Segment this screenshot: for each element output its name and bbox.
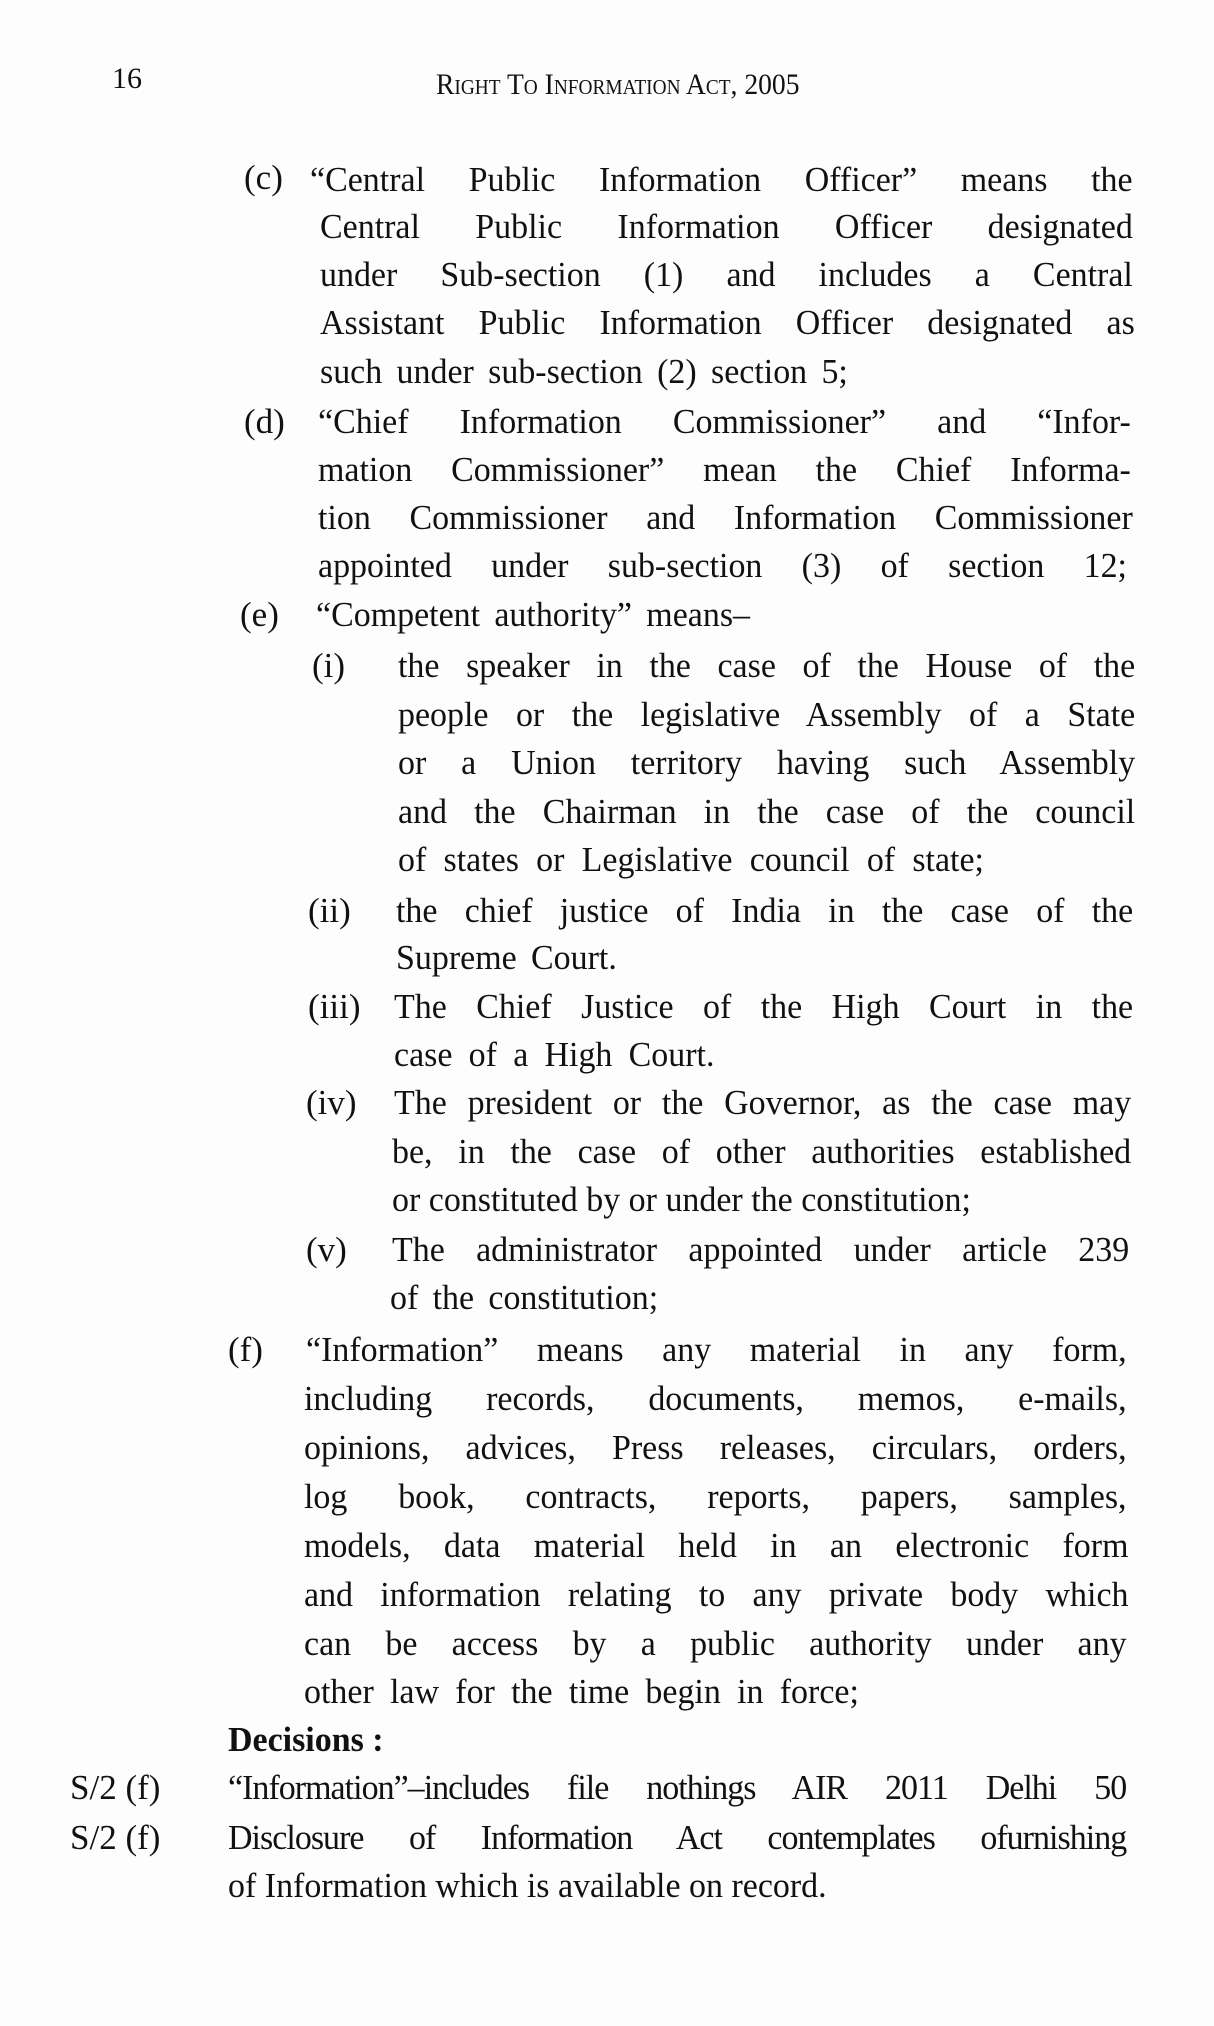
subitem-i-line: and the Chairman in the case of the council	[398, 792, 1136, 831]
subitem-i-line: of states or Legislative council of state;	[398, 840, 984, 879]
subitem-label-ii: (ii)	[308, 891, 351, 930]
subitem-label-iv: (iv)	[306, 1083, 357, 1122]
subitem-label-iii: (iii)	[308, 987, 361, 1026]
clause-f-line: models, data material held in an electronic form	[304, 1526, 1129, 1565]
subitem-i-line: or a Union territory having such Assembly	[398, 743, 1136, 782]
decision-label: S/2 (f)	[70, 1768, 161, 1807]
clause-label-d: (d)	[244, 402, 285, 441]
subitem-v-line: of the constitution;	[390, 1278, 659, 1317]
clause-f-line: opinions, advices, Press releases, circulars, orders,	[304, 1428, 1127, 1467]
subitem-ii-line: Supreme Court.	[396, 938, 617, 977]
clause-c-line: “Central Public Information Officer” means the	[310, 160, 1133, 199]
decision-label: S/2 (f)	[70, 1818, 161, 1857]
running-title: Right To Information Act, 2005	[436, 68, 800, 101]
decision-line: “Information”–includes file nothings AIR 2011 Delhi 50	[228, 1768, 1127, 1807]
clause-f-line: log book, contracts, reports, papers, samples,	[304, 1477, 1127, 1516]
clause-d-line: mation Commissioner” mean the Chief Informa-	[318, 450, 1131, 489]
decision-line: Disclosure of Information Act contemplates ofurnishing	[228, 1818, 1127, 1857]
clause-c-line: under Sub-section (1) and includes a Central	[320, 255, 1133, 294]
subitem-iv-line: or constituted by or under the constitution;	[392, 1180, 971, 1219]
clause-label-f: (f)	[228, 1330, 263, 1369]
clause-f-line: “Information” means any material in any form,	[306, 1330, 1127, 1369]
subitem-iv-line: The president or the Governor, as the case may	[394, 1083, 1132, 1122]
clause-f-line: can be access by a public authority under any	[304, 1624, 1127, 1663]
subitem-iii-line: The Chief Justice of the High Court in the	[394, 987, 1134, 1026]
subitem-i-line: people or the legislative Assembly of a State	[398, 695, 1136, 734]
clause-f-line: other law for the time begin in force;	[304, 1672, 859, 1711]
subitem-i-line: the speaker in the case of the House of the	[398, 646, 1136, 685]
clause-e-line: “Competent authority” means–	[316, 595, 751, 634]
subitem-label-i: (i)	[312, 646, 346, 685]
decision-line: of Information which is available on record.	[228, 1866, 827, 1905]
subitem-ii-line: the chief justice of India in the case of the	[396, 891, 1134, 930]
clause-f-line: including records, documents, memos, e-mails,	[304, 1379, 1127, 1418]
decisions-heading: Decisions :	[228, 1720, 384, 1759]
clause-d-line: appointed under sub-section (3) of section 12;	[318, 546, 1127, 585]
subitem-label-v: (v)	[306, 1230, 347, 1269]
subitem-iii-line: case of a High Court.	[394, 1035, 715, 1074]
clause-d-line: “Chief Information Commissioner” and “Infor-	[318, 402, 1131, 441]
clause-f-line: and information relating to any private body which	[304, 1575, 1129, 1614]
clause-c-line: such under sub-section (2) section 5;	[320, 352, 848, 391]
subitem-v-line: The administrator appointed under article 239	[392, 1230, 1130, 1269]
subitem-iv-line: be, in the case of other authorities established	[392, 1132, 1132, 1171]
clause-c-line: Central Public Information Officer designated	[320, 207, 1133, 246]
clause-label-c: (c)	[244, 158, 283, 197]
page-number: 16	[112, 62, 142, 95]
clause-d-line: tion Commissioner and Information Commissioner	[318, 498, 1133, 537]
clause-label-e: (e)	[240, 595, 279, 634]
clause-c-line: Assistant Public Information Officer designated as	[320, 303, 1135, 342]
